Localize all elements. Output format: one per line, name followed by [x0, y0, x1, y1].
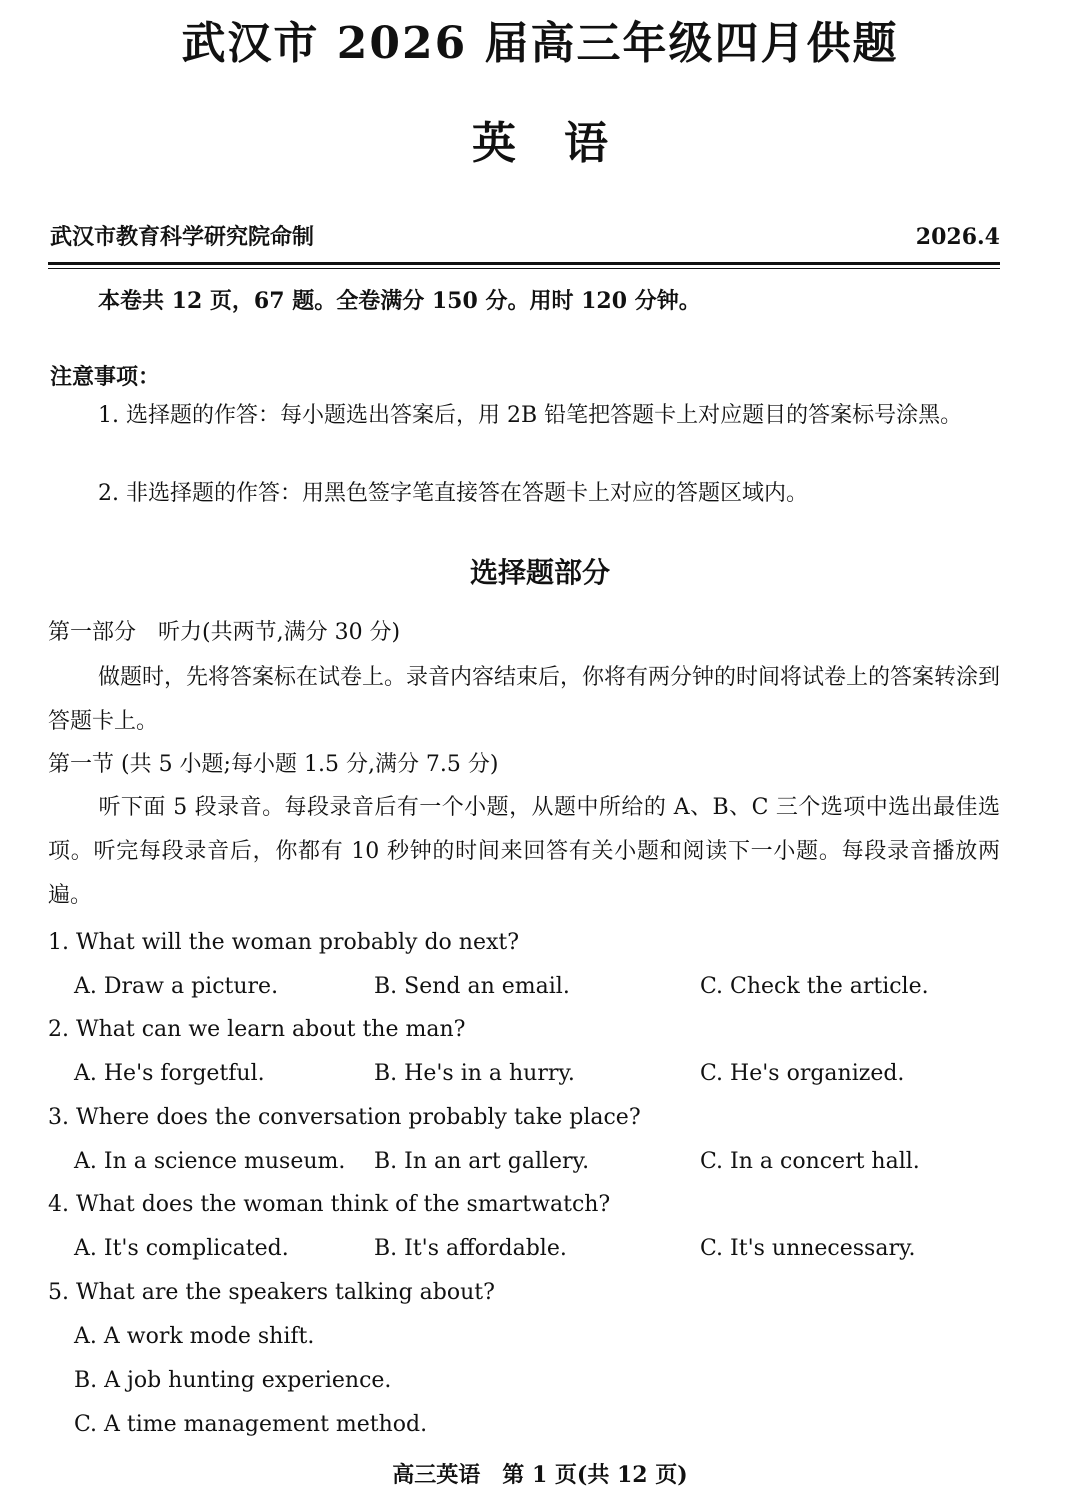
- header-divider-thin: [48, 268, 1000, 269]
- exam-subject: 英语: [472, 118, 656, 169]
- option-c: C. It's unnecessary.: [700, 1236, 916, 1261]
- question-stem: 3. Where does the conversation probably take place?: [48, 1105, 641, 1130]
- option-a: A. In a science museum.: [74, 1149, 346, 1174]
- notes-item-1: [48, 394, 1000, 438]
- option-c: C. He's organized.: [700, 1061, 905, 1086]
- option-b: B. It's affordable.: [374, 1236, 567, 1261]
- question-stem: 2. What can we learn about the man?: [48, 1017, 466, 1042]
- notes-item-2-text: 2. 非选择题的作答：用黑色签字笔直接答在答题卡上对应的答题区域内。: [98, 481, 808, 506]
- option-b: B. Send an email.: [374, 974, 570, 999]
- part1-heading: 第一部分 听力(共两节,满分 30 分): [48, 620, 401, 645]
- exam-date: 2026.4: [915, 224, 1000, 250]
- page-footer: 高三英语 第 1 页(共 12 页): [392, 1462, 688, 1488]
- issuer: 武汉市教育科学研究院命制: [50, 224, 315, 250]
- option-a: A. A work mode shift.: [74, 1324, 315, 1349]
- part1-instruction-text: 做题时，先将答案标在试卷上。录音内容结束后，你将有两分钟的时间将试卷上的答案转涂到答题卡上。: [48, 665, 1001, 734]
- subsection-heading: 第一节 (共 5 小题;每小题 1.5 分,满分 7.5 分): [48, 752, 499, 777]
- question-stem: 1. What will the woman probably do next?: [48, 930, 520, 955]
- option-b: B. He's in a hurry.: [374, 1061, 575, 1086]
- subsection-instruction: [48, 786, 1000, 918]
- exam-title: 武汉市 2026 届高三年级四月供题: [181, 18, 899, 69]
- notes-heading: 注意事项：: [50, 364, 161, 390]
- option-c: C. A time management method.: [74, 1412, 428, 1437]
- option-b: B. In an art gallery.: [374, 1149, 590, 1174]
- option-a: A. He's forgetful.: [74, 1061, 265, 1086]
- subsection-instruction-text: 听下面 5 段录音。每段录音后有一个小题，从题中所给的 A、B、C 三个选项中选出最佳选项。听完每段录音后，你都有 10 秒钟的时间来回答有关小题和阅读下一小题。每段录音播放两遍。: [48, 795, 1000, 908]
- exam-intro: 本卷共 12 页，67 题。全卷满分 150 分。用时 120 分钟。: [98, 288, 701, 314]
- question-stem: 4. What does the woman think of the smartwatch?: [48, 1192, 611, 1217]
- notes-item-1-text: 1. 选择题的作答：每小题选出答案后，用 2B 铅笔把答题卡上对应题目的答案标号涂黑。: [98, 403, 963, 428]
- question-stem: 5. What are the speakers talking about?: [48, 1280, 495, 1305]
- part1-instruction: [48, 656, 1000, 744]
- section-title: 选择题部分: [469, 556, 610, 589]
- option-c: C. In a concert hall.: [700, 1149, 920, 1174]
- notes-item-2: [48, 472, 1000, 516]
- header-divider-thick: [48, 262, 1000, 265]
- option-c: C. Check the article.: [700, 974, 929, 999]
- option-a: A. Draw a picture.: [74, 974, 279, 999]
- option-b: B. A job hunting experience.: [74, 1368, 392, 1393]
- option-a: A. It's complicated.: [74, 1236, 289, 1261]
